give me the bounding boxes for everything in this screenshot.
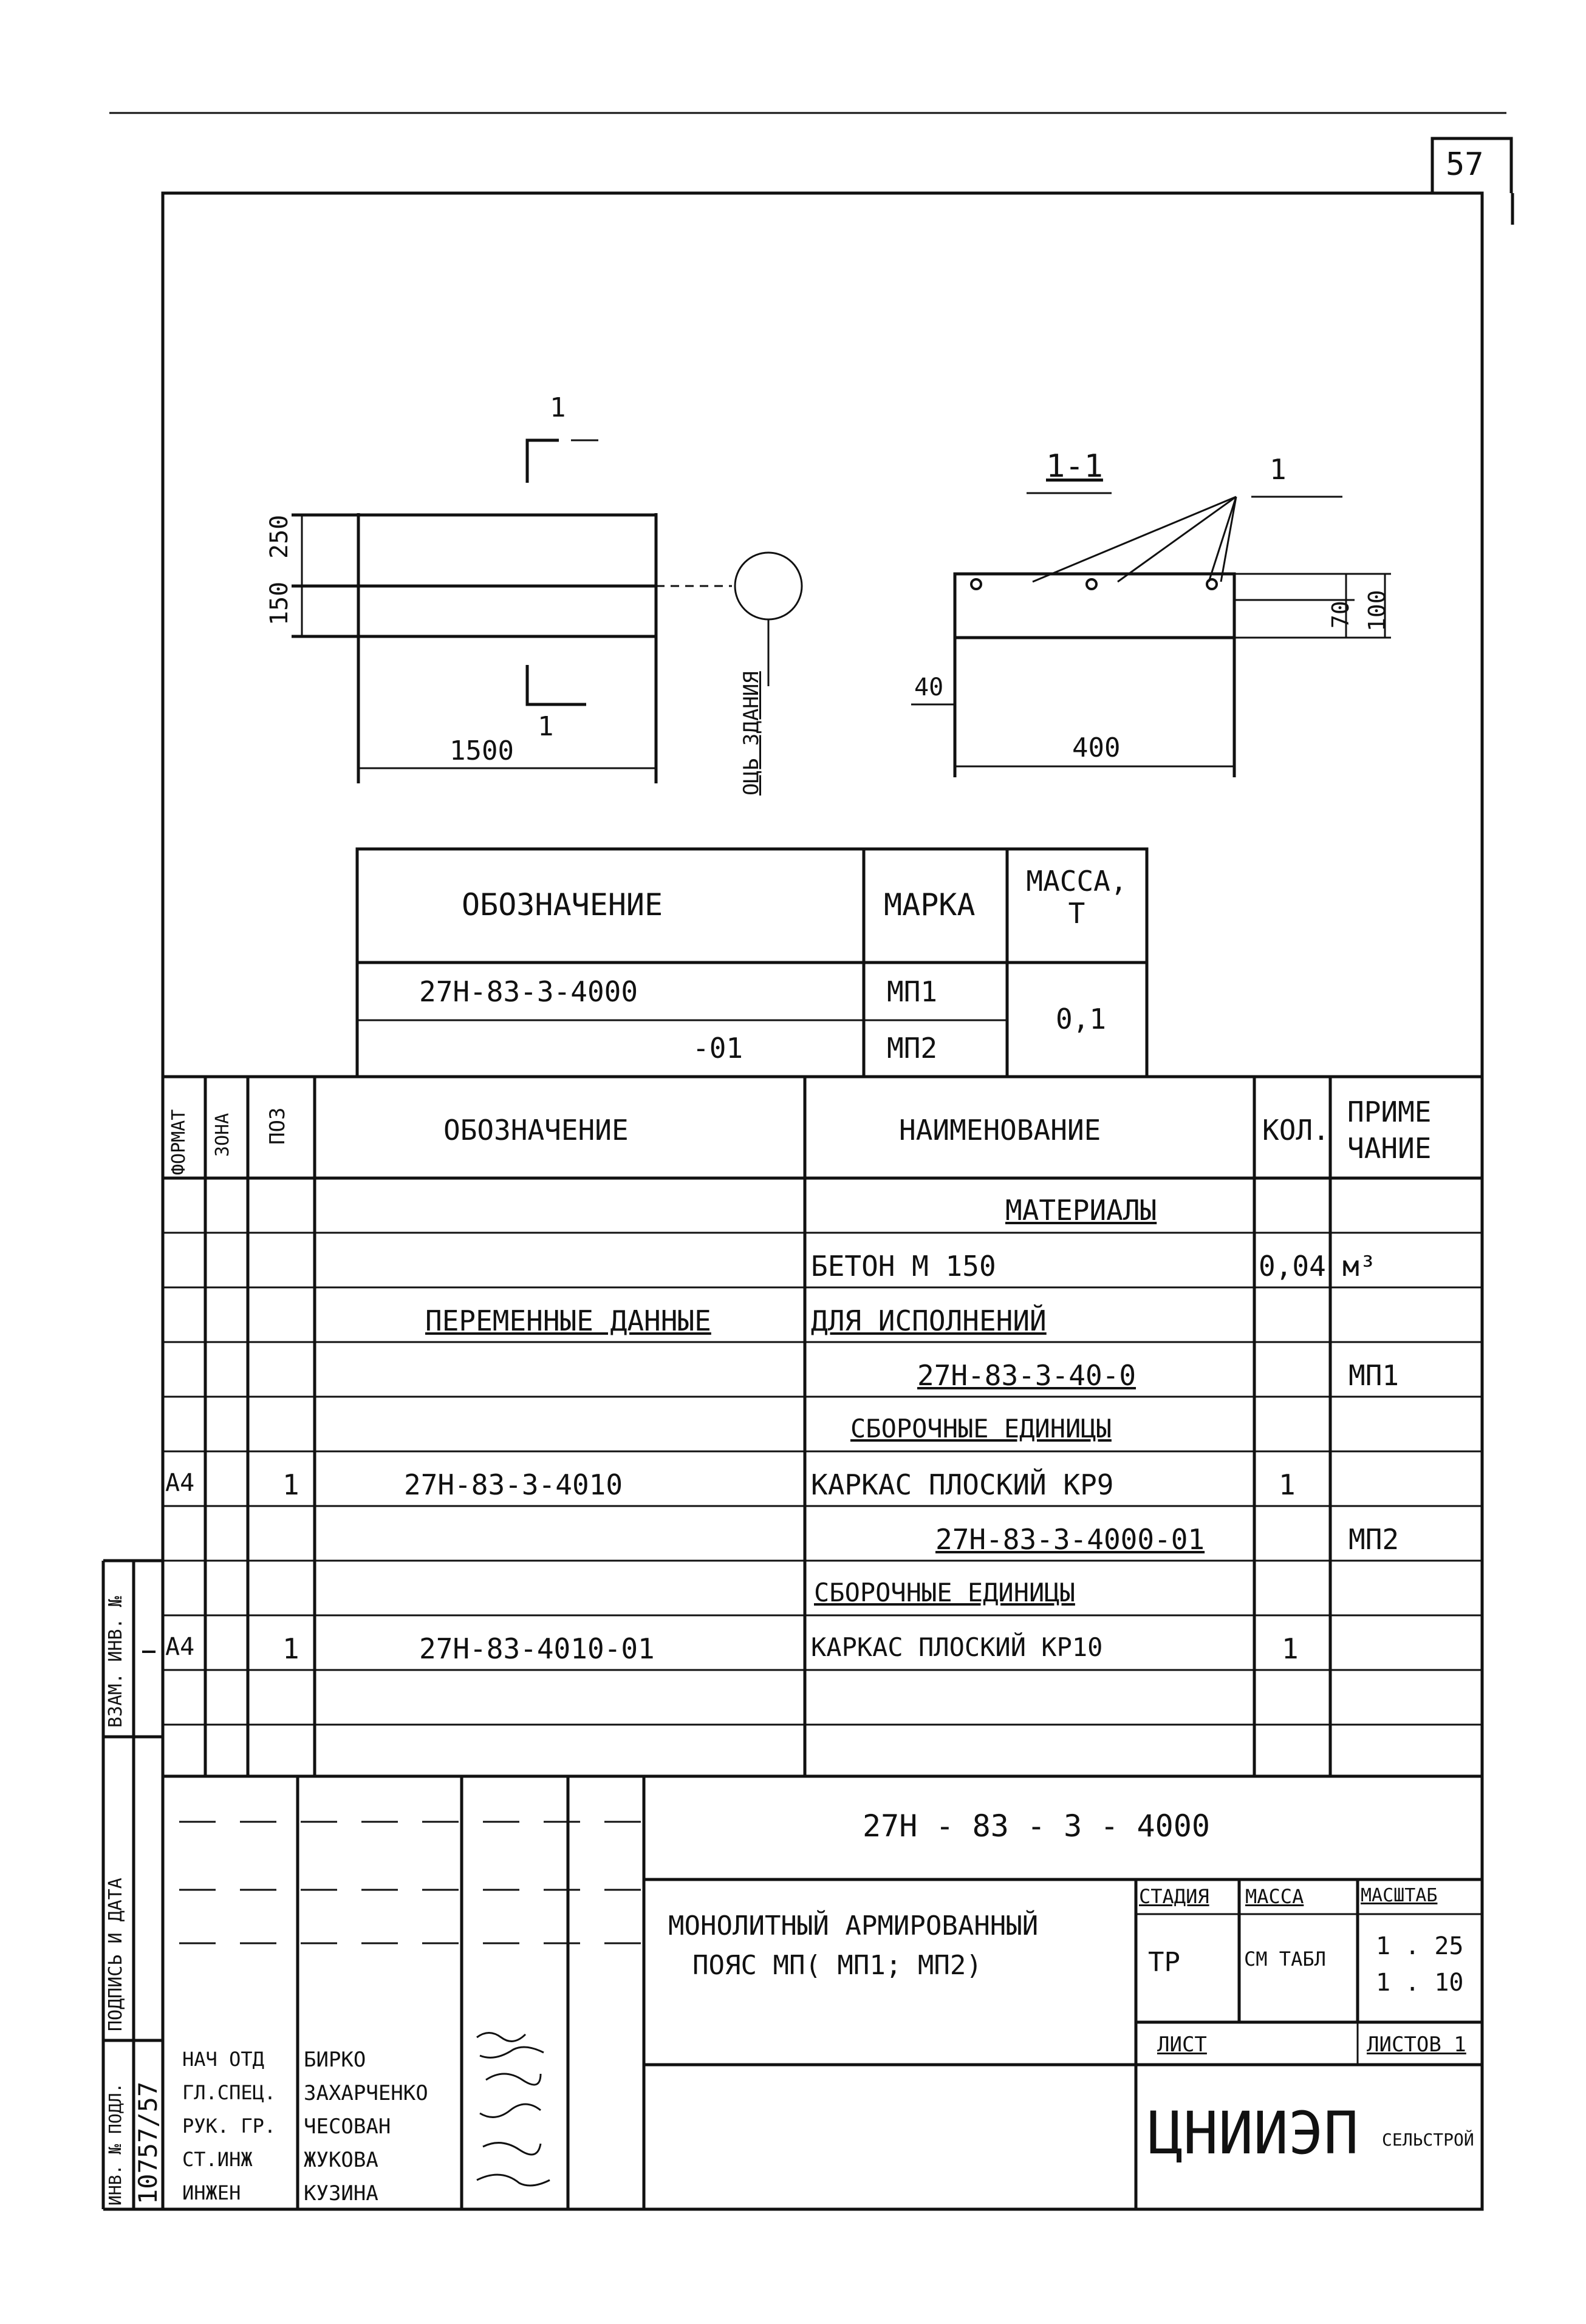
spec-row-name: СБОРОЧНЫЕ ЕДИНИЦЫ (814, 1578, 1075, 1607)
section-dim-40: 40 (914, 673, 944, 701)
marks-header-mass: МАССА, Т (1026, 865, 1127, 930)
doc-code: 27Н - 83 - 3 - 4000 (863, 1808, 1210, 1844)
marks-header-designation: ОБОЗНАЧЕНИЕ (462, 887, 663, 922)
spec-header-note: ПРИМЕ (1347, 1096, 1432, 1128)
spec-row-note: м³ (1342, 1250, 1376, 1283)
section-callout: 1 (1270, 453, 1287, 486)
marks-row-designation: -01 (692, 1032, 743, 1065)
spec-row-name: БЕТОН М 150 (811, 1250, 996, 1283)
organization-suffix: СЕЛЬСТРОЙ (1382, 2130, 1474, 2150)
role-label: ГЛ.СПЕЦ. (182, 2081, 276, 2104)
spec-row-note: МП2 (1348, 1523, 1400, 1556)
spec-row-qty: 1 (1282, 1632, 1299, 1665)
spec-row-note: МП1 (1348, 1359, 1400, 1392)
drawing-title-line1: МОНОЛИТНЫЙ АРМИРОВАННЫЙ (668, 1910, 1039, 1941)
marks-row-mark: МП2 (887, 1032, 938, 1065)
organization-name: ЦНИИЭП (1148, 2099, 1359, 2167)
role-label: СТ.ИНЖ (182, 2148, 253, 2171)
side-stamp-inv-replace: ВЗАМ. ИНВ. № (105, 1596, 126, 1728)
side-stamp-inv-number: 10757/57 (133, 2081, 163, 2204)
spec-row-name: КАРКАС ПЛОСКИЙ КР9 (811, 1468, 1114, 1501)
role-label: НАЧ ОТД (182, 2048, 264, 2071)
person-name: БИРКО (304, 2048, 366, 2072)
plan-section-mark-bottom: 1 (538, 711, 554, 742)
marks-row-designation: 27Н-83-3-4000 (419, 975, 638, 1008)
spec-row-name: 27Н-83-3-40-0 (917, 1359, 1137, 1392)
plan-section-mark-top: 1 (550, 392, 566, 423)
spec-header-format: ФОРМАТ (168, 1109, 190, 1175)
section-dim-70: 70 (1327, 601, 1354, 629)
spec-row-format: А4 (165, 1469, 195, 1497)
spec-row-name: СБОРОЧНЫЕ ЕДИНИЦЫ (850, 1414, 1112, 1443)
spec-header-name: НАИМЕНОВАНИЕ (899, 1114, 1101, 1147)
marks-header-mark: МАРКА (884, 887, 976, 922)
spec-row-qty: 0,04 (1259, 1250, 1326, 1283)
person-name: ЧЕСОВАН (304, 2114, 391, 2139)
side-stamp-sign-date: ПОДПИСЬ И ДАТА (105, 1878, 126, 2031)
spec-header-qty: КОЛ. (1262, 1114, 1330, 1147)
spec-row-format: А4 (165, 1633, 195, 1661)
building-axis-label: ОЦЬ ЗДАНИЯ (739, 671, 764, 796)
scale-value: 1 . 25 (1376, 1932, 1464, 1960)
spec-header-pos: ПОЗ (265, 1107, 290, 1145)
sheet-label: ЛИСТ (1157, 2033, 1207, 2057)
section-dim-100: 100 (1364, 590, 1390, 632)
stage-value: ТР (1148, 1947, 1180, 1978)
section-dim-400: 400 (1072, 732, 1121, 763)
scale-value: 1 . 10 (1376, 1969, 1464, 1997)
spec-header-note: ЧАНИЕ (1347, 1132, 1432, 1165)
drawing-title-line2: ПОЯС МП( МП1; МП2) (692, 1950, 982, 1981)
spec-row-name: ДЛЯ ИСПОЛНЕНИЙ (811, 1304, 1047, 1337)
person-name: ЖУКОВА (304, 2148, 378, 2172)
role-label: ИНЖЕН (182, 2181, 241, 2204)
plan-dim-150: 150 (265, 581, 293, 625)
spec-row-name: МАТЕРИАЛЫ (1005, 1194, 1157, 1227)
spec-header-designation: ОБОЗНАЧЕНИЕ (443, 1114, 629, 1147)
plan-dim-1500: 1500 (449, 735, 514, 766)
spec-row-designation: ПЕРЕМЕННЫЕ ДАННЫЕ (425, 1304, 711, 1337)
side-stamp-inv-orig: ИНВ. № ПОДЛ. (105, 2082, 125, 2206)
spec-row-pos: 1 (282, 1632, 299, 1665)
mass-value: СМ ТАБЛ (1244, 1947, 1326, 1971)
person-name: КУЗИНА (304, 2181, 378, 2206)
marks-row-mark: МП1 (887, 975, 938, 1008)
plan-dim-250: 250 (265, 514, 293, 559)
stage-label: СТАДИЯ (1139, 1885, 1209, 1908)
spec-row-name: 27Н-83-3-4000-01 (935, 1523, 1205, 1556)
marks-mass-value: 0,1 (1056, 1003, 1107, 1035)
spec-row-pos: 1 (282, 1468, 299, 1501)
spec-row-qty: 1 (1279, 1468, 1296, 1501)
section-title: 1-1 (1046, 448, 1103, 485)
spec-header-zone: ЗОНА (212, 1113, 233, 1157)
spec-row-designation: 27Н-83-3-4010 (404, 1468, 623, 1501)
spec-row-designation: 27Н-83-4010-01 (419, 1632, 655, 1665)
page-number: 57 (1446, 146, 1484, 183)
mass-label: МАССА (1245, 1885, 1304, 1908)
role-label: РУК. ГР. (182, 2114, 276, 2138)
spec-row-name: КАРКАС ПЛОСКИЙ КР10 (811, 1632, 1103, 1662)
scale-label: МАСШТАБ (1361, 1885, 1438, 1906)
person-name: ЗАХАРЧЕНКО (304, 2081, 428, 2105)
sheets-label: ЛИСТОВ 1 (1367, 2033, 1466, 2057)
